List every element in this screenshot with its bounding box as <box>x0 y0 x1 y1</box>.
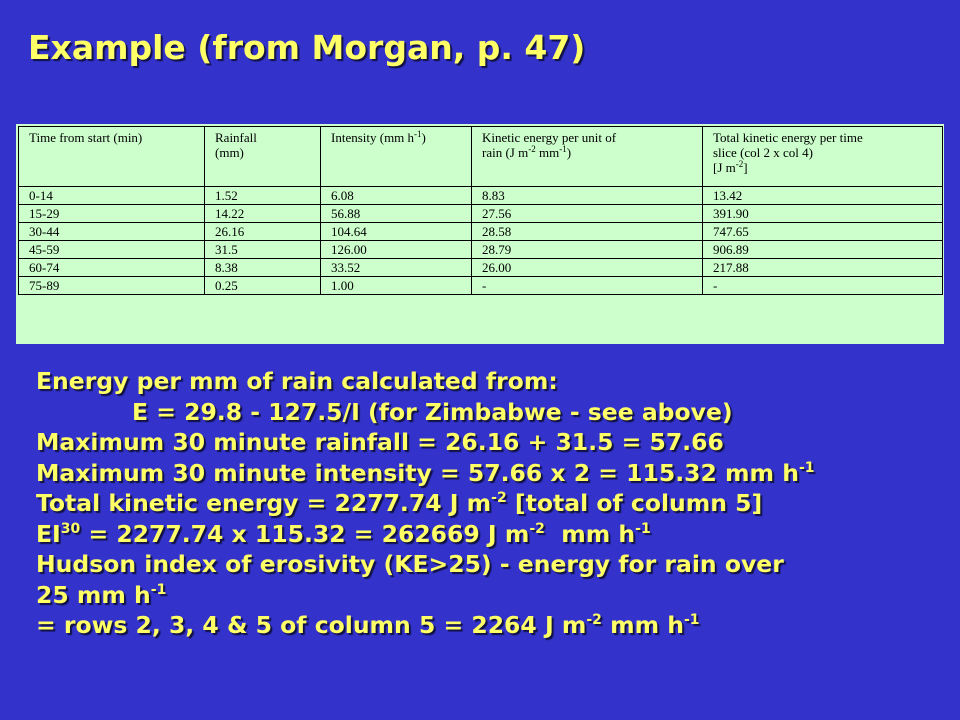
note-hudson-index: Hudson index of erosivity (KE>25) - energy for rain over <box>36 550 784 578</box>
table-cell: 104.64 <box>321 223 472 241</box>
table-cell: 8.83 <box>472 187 703 205</box>
data-table-panel <box>16 124 944 344</box>
table-row <box>19 241 943 259</box>
table-cell: 27.56 <box>472 205 703 223</box>
table-cell: 0-14 <box>19 187 205 205</box>
table-row <box>19 223 943 241</box>
table-cell: 126.00 <box>321 241 472 259</box>
table-cell: 30-44 <box>19 223 205 241</box>
table-cell: 33.52 <box>321 259 472 277</box>
table-cell: 31.5 <box>205 241 321 259</box>
table-row <box>19 277 943 295</box>
table-row <box>19 259 943 277</box>
table-cell: 13.42 <box>703 187 943 205</box>
table-row <box>19 205 943 223</box>
table-cell: 60-74 <box>19 259 205 277</box>
note-total-kinetic-energy: Total kinetic energy = 2277.74 J $m^{-2}$ [total of column 5] <box>36 489 763 517</box>
table-cell: 56.88 <box>321 205 472 223</box>
header-total-kinetic-energy: Total kinetic energy per time slice (col 2 x col 4) [J $m^{-2}$] <box>703 127 943 187</box>
table-cell: 6.08 <box>321 187 472 205</box>
table-cell: 14.22 <box>205 205 321 223</box>
note-hudson-threshold: 25 mm $h^{-1}$ <box>36 580 167 609</box>
table-cell: 906.89 <box>703 241 943 259</box>
table-header-row <box>19 127 943 187</box>
table-cell: - <box>472 277 703 295</box>
table-cell: 45-59 <box>19 241 205 259</box>
table-cell: 8.38 <box>205 259 321 277</box>
table-cell: 26.16 <box>205 223 321 241</box>
note-line-1: Energy per mm of rain calculated from: <box>36 367 558 395</box>
table-cell: 747.65 <box>703 223 943 241</box>
header-kinetic-energy: Kinetic energy per unit of rain (J $m^{-2}$ $mm^{-1}$) <box>472 127 703 187</box>
table-cell: 26.00 <box>472 259 703 277</box>
note-max-intensity: Maximum 30 minute intensity = 57.66 x 2 = 115.32 mm $h^{-1}$ <box>36 458 815 487</box>
note-ei30: $EI^{30} = 2277.74$ x 115.32 = 262669 J $m^{-2}$ mm $h^{-1}$ <box>36 519 651 548</box>
table-row <box>19 187 943 205</box>
header-intensity: Intensity (mm $h^{-1}$) <box>321 127 472 187</box>
slide-title: Example (from Morgan, p. 47) <box>28 28 586 67</box>
table-cell: 391.90 <box>703 205 943 223</box>
table-cell: - <box>703 277 943 295</box>
table-cell: 75-89 <box>19 277 205 295</box>
table-cell: 1.00 <box>321 277 472 295</box>
note-max-rainfall: Maximum 30 minute rainfall = 26.16 + 31.5 = 57.66 <box>36 428 724 456</box>
note-formula: E = 29.8 - 127.5/I (for Zimbabwe - see above) <box>132 397 733 426</box>
table-cell: 15-29 <box>19 205 205 223</box>
table-cell: 1.52 <box>205 187 321 205</box>
header-time: Time from start (min) <box>19 127 205 187</box>
table-cell: 0.25 <box>205 277 321 295</box>
calculation-notes <box>36 366 815 641</box>
note-hudson-result: = rows 2, 3, 4 & 5 of column 5 = 2264 J $m^{-2}$ mm $h^{-1}$ <box>36 611 700 639</box>
table-cell: 217.88 <box>703 259 943 277</box>
table-cell: 28.58 <box>472 223 703 241</box>
header-rainfall: Rainfall (mm) <box>205 127 321 187</box>
table-cell: 28.79 <box>472 241 703 259</box>
rainfall-energy-table <box>18 126 943 295</box>
